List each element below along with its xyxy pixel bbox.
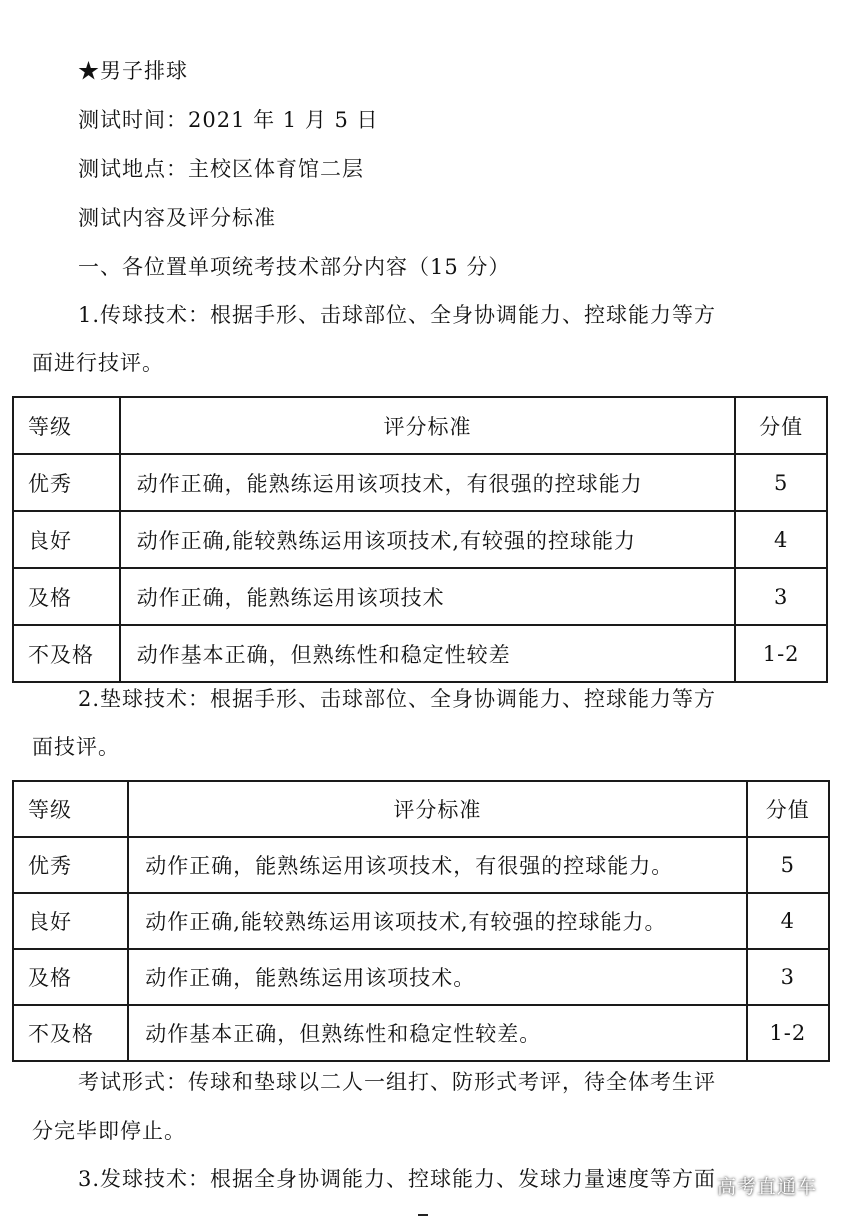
criteria-cell: 动作基本正确，但熟练性和稳定性较差。 (128, 1005, 746, 1061)
score-cell: 5 (747, 837, 829, 893)
header-score: 分值 (747, 781, 829, 837)
table-row (13, 454, 827, 511)
table-row (13, 625, 827, 682)
criteria-cell: 动作正确，能熟练运用该项技术。 (128, 949, 746, 1005)
criteria-cell: 动作正确，能熟练运用该项技术，有很强的控球能力 (120, 454, 736, 511)
criteria-cell: 动作正确,能较熟练运用该项技术,有较强的控球能力 (120, 511, 736, 568)
page-number-mark (418, 1214, 428, 1216)
table-row (13, 568, 827, 625)
criteria-cell: 动作正确,能较熟练运用该项技术,有较强的控球能力。 (128, 893, 746, 949)
header-criteria: 评分标准 (120, 397, 736, 454)
level-cell: 不及格 (13, 625, 120, 682)
header-criteria: 评分标准 (128, 781, 746, 837)
table-row (13, 949, 829, 1005)
passing-score-table (12, 396, 828, 683)
score-cell: 1-2 (747, 1005, 829, 1061)
item2-description-cont: 面技评。 (32, 735, 120, 759)
score-cell: 4 (747, 893, 829, 949)
score-cell: 1-2 (735, 625, 827, 682)
test-content-title: 测试内容及评分标准 (78, 206, 276, 230)
section-heading: ★男子排球 (78, 59, 188, 83)
item3-description: 3.发球技术：根据全身协调能力、控球能力、发球力量速度等方面 (78, 1167, 717, 1191)
exam-form-cont: 分完毕即停止。 (32, 1119, 186, 1143)
score-cell: 3 (735, 568, 827, 625)
level-cell: 良好 (13, 893, 128, 949)
criteria-cell: 动作正确，能熟练运用该项技术 (120, 568, 736, 625)
level-cell: 不及格 (13, 1005, 128, 1061)
table-row (13, 893, 829, 949)
table-header-row (13, 397, 827, 454)
score-cell: 4 (735, 511, 827, 568)
table-header-row (13, 781, 829, 837)
score-cell: 5 (735, 454, 827, 511)
level-cell: 优秀 (13, 837, 128, 893)
level-cell: 优秀 (13, 454, 120, 511)
digging-score-table (12, 780, 830, 1062)
item1-description-cont: 面进行技评。 (32, 351, 164, 375)
exam-form: 考试形式：传球和垫球以二人一组打、防形式考评，待全体考生评 (78, 1070, 716, 1094)
table-row (13, 511, 827, 568)
section-one-title: 一、各位置单项统考技术部分内容（15 分） (78, 255, 511, 279)
criteria-cell: 动作基本正确，但熟练性和稳定性较差 (120, 625, 736, 682)
table-row (13, 1005, 829, 1061)
level-cell: 良好 (13, 511, 120, 568)
header-level: 等级 (13, 781, 128, 837)
level-cell: 及格 (13, 949, 128, 1005)
test-time: 测试时间：2021 年 1 月 5 日 (78, 108, 379, 132)
criteria-cell: 动作正确，能熟练运用该项技术，有很强的控球能力。 (128, 837, 746, 893)
header-level: 等级 (13, 397, 120, 454)
table-row (13, 837, 829, 893)
item1-description: 1.传球技术：根据手形、击球部位、全身协调能力、控球能力等方 (78, 303, 717, 327)
header-score: 分值 (735, 397, 827, 454)
item2-description: 2.垫球技术：根据手形、击球部位、全身协调能力、控球能力等方 (78, 687, 717, 711)
watermark: 高考直通车 (716, 1176, 817, 1198)
test-location: 测试地点：主校区体育馆二层 (78, 157, 364, 181)
score-cell: 3 (747, 949, 829, 1005)
level-cell: 及格 (13, 568, 120, 625)
